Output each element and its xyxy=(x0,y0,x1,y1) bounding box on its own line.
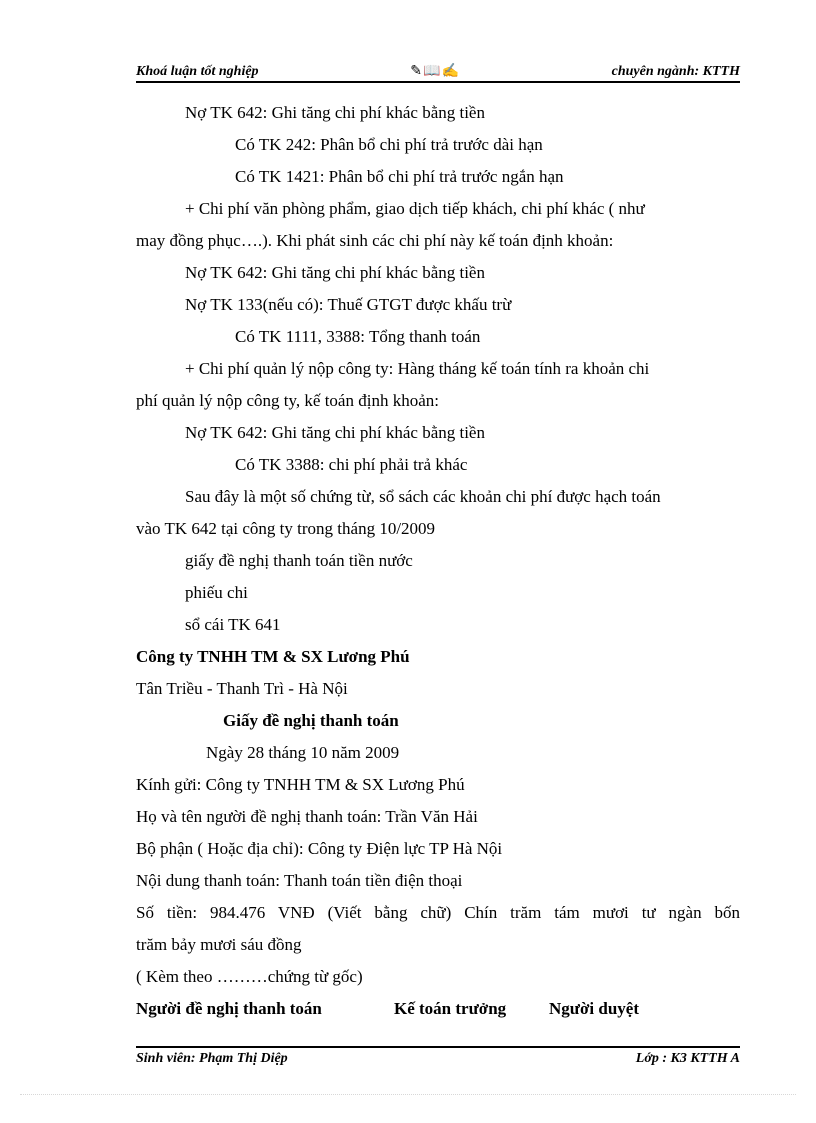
signer-requester: Người đề nghị thanh toán xyxy=(136,999,322,1018)
text-line: vào TK 642 tại công ty trong tháng 10/2009 xyxy=(136,519,436,538)
company-address: Tân Triều - Thanh Trì - Hà Nội xyxy=(136,679,348,698)
text-line: giấy đề nghị thanh toán tiền nước xyxy=(185,551,413,570)
text-line: Kính gửi: Công ty TNHH TM & SX Lương Phú xyxy=(136,775,465,794)
text-line: Có TK 242: Phân bổ chi phí trả trước dài hạn xyxy=(235,135,543,154)
amount-line: Số tiền: 984.476 VNĐ (Viết bằng chữ) Chín trăm tám mươi tư ngàn bốn xyxy=(136,903,740,922)
document-body xyxy=(136,97,740,1025)
signer-approver: Người duyệt xyxy=(549,999,639,1018)
signature-row xyxy=(136,993,740,1025)
text-line: Nợ TK 642: Ghi tăng chi phí khác bằng tiền xyxy=(185,423,485,442)
text-line: Sau đây là một số chứng từ, sổ sách các khoản chi phí được hạch toán xyxy=(185,487,661,506)
form-title: Giấy đề nghị thanh toán xyxy=(223,711,399,730)
company-name: Công ty TNHH TM & SX Lương Phú xyxy=(136,647,410,666)
text-line: Có TK 1111, 3388: Tổng thanh toán xyxy=(235,327,481,346)
book-ornament-icon: ✎📖✍ xyxy=(410,64,460,79)
signer-chief-accountant: Kế toán trưởng xyxy=(394,999,507,1018)
text-line: Nợ TK 642: Ghi tăng chi phí khác bằng tiền xyxy=(185,263,485,282)
text-line: sổ cái TK 641 xyxy=(185,615,281,634)
text-line: Có TK 1421: Phân bổ chi phí trả trước ngắn hạn xyxy=(235,167,564,186)
text-line: Nợ TK 133(nếu có): Thuế GTGT được khấu trừ xyxy=(185,295,512,314)
text-line: ( Kèm theo ………chứng từ gốc) xyxy=(136,967,363,986)
text-line: phiếu chi xyxy=(185,583,248,602)
text-line: + Chi phí quản lý nộp công ty: Hàng tháng kế toán tính ra khoản chi xyxy=(185,359,650,378)
text-line: phí quản lý nộp công ty, kế toán định khoản: xyxy=(136,391,439,410)
form-date: Ngày 28 tháng 10 năm 2009 xyxy=(206,743,400,762)
text-line: Nợ TK 642: Ghi tăng chi phí khác bằng tiền xyxy=(185,103,485,122)
text-line: trăm bảy mươi sáu đồng xyxy=(136,935,302,954)
footer-left: Sinh viên: Phạm Thị Diệp xyxy=(136,1051,288,1066)
header-right: chuyên ngành: KTTH xyxy=(611,64,740,79)
page-header xyxy=(136,58,740,83)
text-line: + Chi phí văn phòng phẩm, giao dịch tiếp khách, chi phí khác ( như xyxy=(185,199,645,218)
footer-right: Lớp : K3 KTTH A xyxy=(635,1051,740,1066)
text-line: Bộ phận ( Hoặc địa chỉ): Công ty Điện lực TP Hà Nội xyxy=(136,839,503,858)
text-line: Có TK 3388: chi phí phải trả khác xyxy=(235,455,468,474)
text-line: may đồng phục….). Khi phát sinh các chi phí này kế toán định khoản: xyxy=(136,231,614,250)
header-left: Khoá luận tốt nghiệp xyxy=(136,64,259,79)
page-bottom-divider xyxy=(20,1094,796,1095)
text-line: Nội dung thanh toán: Thanh toán tiền điện thoại xyxy=(136,871,463,890)
text-line: Họ và tên người đề nghị thanh toán: Trần Văn Hải xyxy=(136,807,478,826)
page-footer xyxy=(136,1046,740,1070)
